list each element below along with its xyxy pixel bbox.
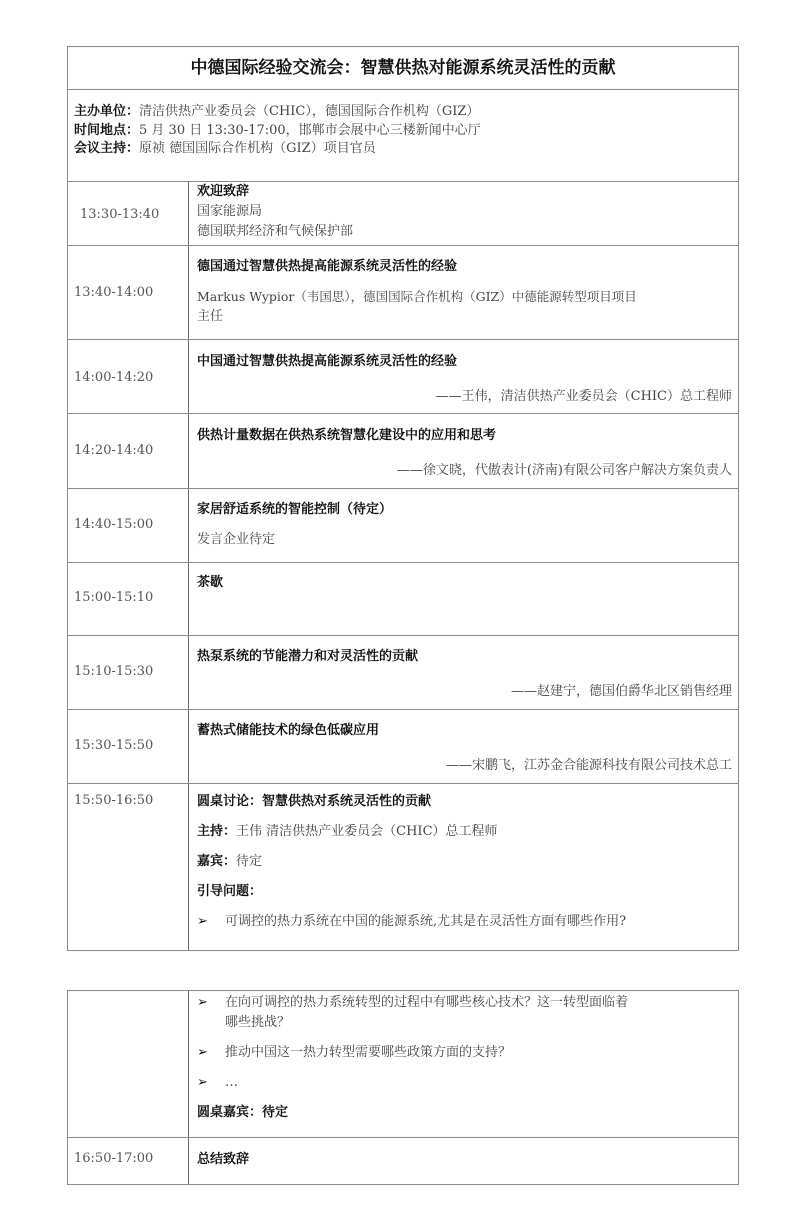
agenda-line: 德国联邦经济和气候保护部 [197, 224, 354, 239]
agenda-item [197, 426, 732, 481]
question-item [197, 1073, 732, 1093]
time-place-value: 5 月 30 日 13:30-17:00，邯郸市会展中心三楼新闻中心厅 [139, 122, 481, 138]
agenda-item [197, 182, 732, 242]
agenda-item [197, 573, 732, 593]
agenda-title: 热泵系统的节能潜力和对灵活性的贡献 [197, 649, 419, 664]
question-item [197, 1043, 732, 1063]
row-divider [68, 783, 738, 784]
event-info [74, 103, 481, 159]
arrow-bullet-icon: ➢ [197, 914, 208, 929]
row-divider [68, 635, 738, 636]
agenda-speaker: ——宋鹏飞，江苏金合能源科技有限公司技术总工 [445, 758, 732, 773]
panel-discussion-continued [197, 993, 732, 1123]
agenda-item [197, 721, 732, 776]
agenda-item [197, 352, 732, 407]
agenda-title: 茶歇 [197, 575, 224, 590]
page-title: 中德国际经验交流会：智慧供热对能源系统灵活性的贡献 [190, 58, 616, 78]
agenda-time: 14:40-15:00 [74, 517, 154, 532]
question-text: 哪些挑战？ [225, 1015, 291, 1030]
question-text: 在向可调控的热力系统转型的过程中有哪些核心技术？这一转型面临着 [225, 995, 629, 1010]
agenda-title: 欢迎致辞 [197, 184, 250, 199]
panel-guests: 圆桌嘉宾：待定 [197, 1105, 289, 1120]
question-text: 可调控的热力系统在中国的能源系统,尤其是在灵活性方面有哪些作用? [225, 914, 627, 929]
agenda-table-page-2 [67, 990, 739, 1185]
guest-value: 待定 [236, 854, 263, 869]
organizer-label: 主办单位： [74, 104, 140, 119]
agenda-line: Markus Wypior（韦国思），德国国际合作机构（GIZ）中德能源转型项目项目 [197, 289, 637, 304]
host-value: 王伟 清洁供热产业委员会（CHIC）总工程师 [236, 824, 498, 839]
agenda-speaker: ——徐文晓，代傲表计(济南)有限公司客户解决方案负责人 [396, 463, 732, 478]
time-place-label: 时间地点： [74, 122, 140, 138]
agenda-time: 14:20-14:40 [74, 443, 154, 458]
agenda-time: 13:30-13:40 [80, 207, 160, 222]
agenda-speaker: ——王伟，清洁供热产业委员会（CHIC）总工程师 [435, 389, 732, 404]
agenda-speaker: ——赵建宁，德国伯爵华北区销售经理 [510, 684, 732, 699]
arrow-bullet-icon: ➢ [197, 1045, 208, 1060]
guest-label: 嘉宾： [197, 854, 237, 869]
agenda-title: 供热计量数据在供热系统智慧化建设中的应用和思考 [197, 428, 497, 443]
question-item [197, 912, 732, 932]
agenda-table-page-1 [67, 46, 739, 951]
organizer-value: 清洁供热产业委员会（CHIC），德国国际合作机构（GIZ） [139, 104, 480, 119]
agenda-item [197, 1150, 732, 1170]
moderator-label: 会议主持： [74, 141, 140, 156]
row-divider [68, 562, 738, 563]
arrow-bullet-icon: ➢ [197, 1075, 208, 1090]
agenda-line: 国家能源局 [197, 204, 263, 219]
agenda-title: 总结致辞 [197, 1152, 250, 1167]
panel-discussion [197, 792, 732, 932]
agenda-item [197, 500, 732, 550]
agenda-title: 蓄热式储能技术的绿色低碳应用 [197, 723, 380, 738]
agenda-title: 家居舒适系统的智能控制（待定） [197, 502, 393, 517]
row-divider [68, 1137, 738, 1138]
row-divider [68, 413, 738, 414]
row-divider [68, 339, 738, 340]
divider [68, 89, 738, 90]
question-item [197, 993, 732, 1033]
agenda-time: 15:00-15:10 [74, 590, 154, 605]
agenda-time: 16:50-17:00 [74, 1151, 154, 1166]
moderator-value: 原祯 德国国际合作机构（GIZ）项目官员 [139, 141, 376, 156]
agenda-time: 15:30-15:50 [74, 738, 154, 753]
agenda-item [197, 647, 732, 702]
question-text: … [225, 1075, 238, 1090]
row-divider [68, 709, 738, 710]
arrow-bullet-icon: ➢ [197, 995, 208, 1010]
agenda-title: 德国通过智慧供热提高能源系统灵活性的经验 [197, 259, 458, 274]
agenda-time: 14:00-14:20 [74, 370, 154, 385]
agenda-line: 主任 [197, 309, 224, 324]
agenda-time: 13:40-14:00 [74, 285, 154, 300]
row-divider [68, 245, 738, 246]
agenda-item [197, 257, 732, 327]
agenda-title: 中国通过智慧供热提高能源系统灵活性的经验 [197, 354, 458, 369]
question-text: 推动中国这一热力转型需要哪些政策方面的支持？ [225, 1045, 512, 1060]
agenda-title: 圆桌讨论：智慧供热对系统灵活性的贡献 [197, 794, 432, 809]
agenda-time: 15:50-16:50 [74, 793, 154, 808]
agenda-line: 发言企业待定 [197, 532, 276, 547]
questions-label: 引导问题： [197, 884, 263, 899]
row-divider [68, 488, 738, 489]
agenda-time: 15:10-15:30 [74, 664, 154, 679]
host-label: 主持： [197, 824, 237, 839]
